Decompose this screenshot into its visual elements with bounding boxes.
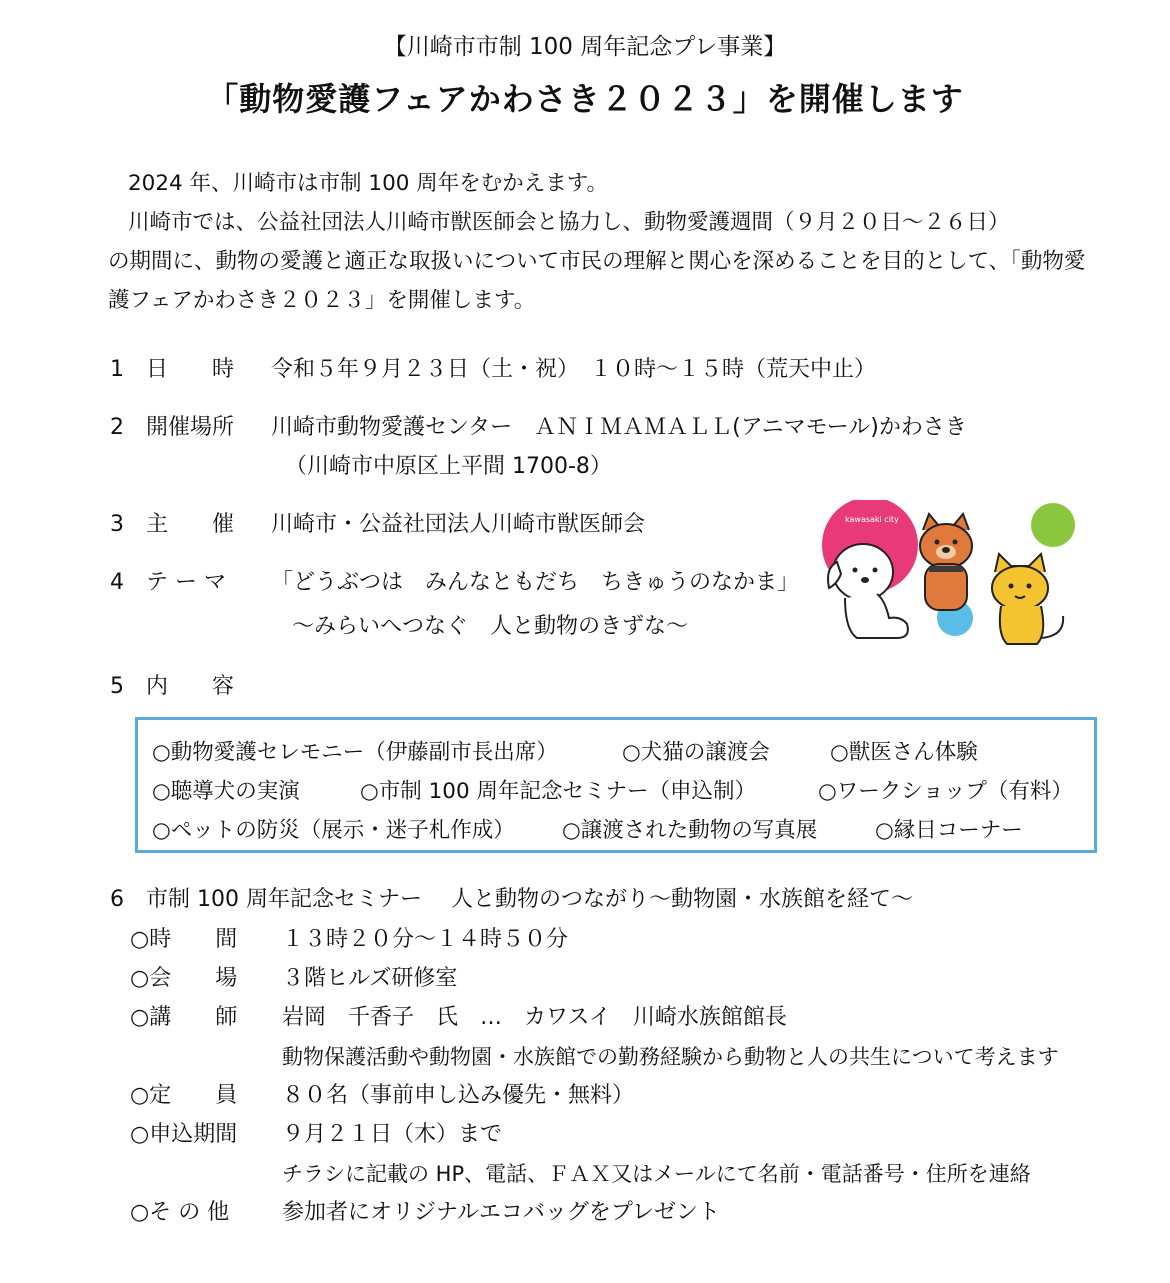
seminar-apply-note: チラシに記載の HP、電話、ＦＡＸ又はメールにて名前・電話番号・住所を連絡	[282, 1162, 1031, 1186]
intro-line-3: の期間に、動物の愛護と適正な取扱いについて市民の理解と関心を深めることを目的として、「動物愛	[108, 249, 1086, 274]
section-5-number: 5	[110, 674, 124, 699]
seminar-apply-value: ９月２１日（木）まで	[282, 1122, 503, 1147]
content-item: ○獣医さん体験	[830, 740, 978, 765]
brown-dog-icon	[920, 514, 972, 610]
content-item: ○譲渡された動物の写真展	[562, 818, 818, 843]
seminar-time-label: ○時 間	[130, 927, 238, 952]
green-circle	[1031, 503, 1075, 547]
page-title: 「動物愛護フェアかわさき２０２３」を開催します	[206, 80, 964, 118]
content-item: ○聴導犬の実演	[152, 779, 300, 804]
content-item: ○動物愛護セレモニー（伊藤副市長出席）	[152, 740, 558, 765]
section-3-number: 3	[110, 512, 124, 537]
section-4-label: テ ー マ	[146, 570, 226, 595]
section-6-number: 6	[110, 887, 124, 912]
content-item: ○縁日コーナー	[875, 818, 1023, 843]
content-item: ○ペットの防災（展示・迷子札作成）	[152, 818, 515, 843]
mascot-illustration	[815, 500, 1080, 655]
badge-text: kawasaki city	[845, 515, 899, 524]
seminar-time-value: １３時２０分～１４時５０分	[282, 927, 569, 952]
content-item: ○犬猫の譲渡会	[622, 740, 770, 765]
seminar-capacity-label: ○定 員	[130, 1083, 238, 1108]
section-2-address: （川崎市中原区上平間 1700-8）	[285, 454, 612, 479]
section-3-value: 川崎市・公益社団法人川崎市獣医師会	[271, 512, 646, 537]
section-1-value: 令和５年９月２３日（土・祝） １０時～１５時（荒天中止）	[271, 357, 877, 382]
section-1-number: 1	[110, 357, 124, 382]
intro-line-2: 川崎市では、公益社団法人川崎市獣医師会と協力し、動物愛護週間（９月２０日～２６日）	[128, 210, 1010, 235]
section-4-subtitle: ～みらいへつなぐ 人と動物のきずな～	[292, 614, 689, 639]
section-2-number: 2	[110, 415, 124, 440]
section-5-label: 内 容	[146, 674, 235, 699]
seminar-lecturer-value: 岩岡 千香子 氏 … カワスイ 川崎水族館館長	[282, 1005, 787, 1030]
seminar-other-label: ○そ の 他	[130, 1200, 230, 1225]
seminar-other-value: 参加者にオリジナルエコバッグをプレゼント	[282, 1200, 721, 1225]
section-2-value: 川崎市動物愛護センター ＡＮＩＭＡＭＡＬＬ(アニマモール)かわさき	[271, 415, 967, 440]
seminar-venue-label: ○会 場	[130, 966, 238, 991]
section-4-number: 4	[110, 570, 124, 595]
intro-line-1: 2024 年、川崎市は市制 100 周年をむかえます。	[128, 171, 609, 196]
seminar-apply-label: ○申込期間	[130, 1122, 238, 1147]
content-item: ○市制 100 周年記念セミナー（申込制）	[360, 779, 756, 804]
section-1-label: 日 時	[146, 357, 235, 382]
intro-line-4: 護フェアかわさき２０２３」を開催します。	[108, 288, 536, 313]
seminar-capacity-value: ８０名（事前申し込み優先・無料）	[282, 1083, 635, 1108]
section-2-label: 開催場所	[146, 415, 235, 440]
seminar-lecturer-label: ○講 師	[130, 1005, 238, 1030]
seminar-lecturer-note: 動物保護活動や動物園・水族館での勤務経験から動物と人の共生について考えます	[282, 1045, 1059, 1069]
seminar-heading: 市制 100 周年記念セミナー 人と動物のつながり～動物園・水族館を経て～	[146, 887, 913, 912]
pre-title: 【川崎市市制 100 周年記念プレ事業】	[383, 34, 787, 60]
yellow-cat-icon	[992, 554, 1063, 644]
seminar-venue-value: ３階ヒルズ研修室	[282, 966, 458, 991]
section-3-label: 主 催	[146, 512, 235, 537]
content-item: ○ワークショップ（有料）	[818, 779, 1073, 804]
section-4-value: 「どうぶつは みんなともだち ちきゅうのなかま」	[271, 570, 800, 595]
